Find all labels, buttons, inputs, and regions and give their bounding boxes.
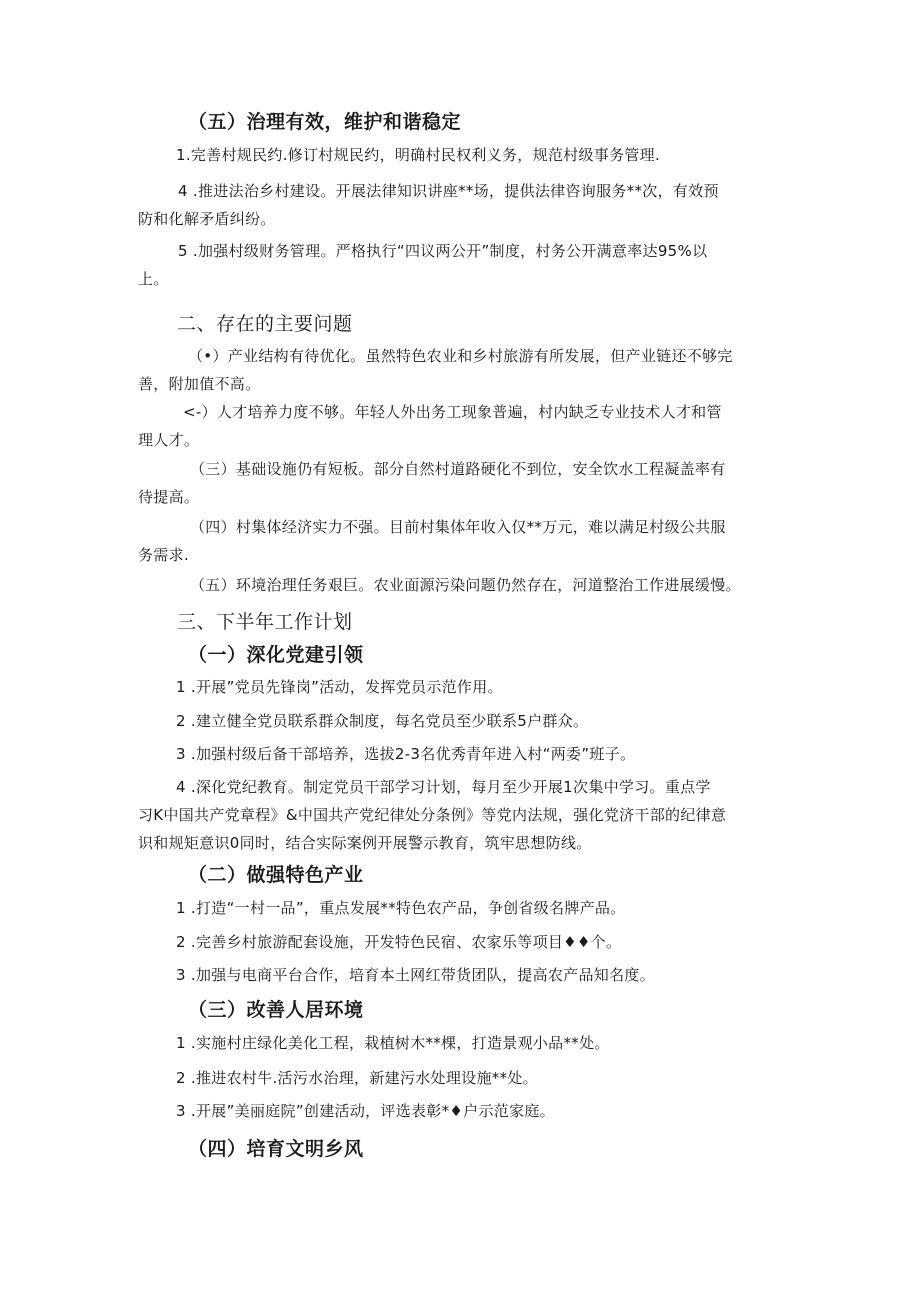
paragraph-line: 善，附加值不高。: [138, 375, 261, 393]
paragraph-party-discipline: [138, 773, 798, 857]
plan-item: 1 .打造“一村一品”，重点发展**特色农产品，争创省级名牌产品。: [176, 899, 626, 917]
plan-item: 1 .开展”党员先锋岗”活动，发挥党员示范作用。: [176, 678, 503, 696]
paragraph-line: 4 .深化党纪教育。制定党员干部学习计划，每月至少开展1次集中学习。重点学: [176, 778, 711, 796]
paragraph-line: 待提高。: [138, 488, 200, 506]
plan-item: 1 .实施村庄绿化美化工程，栽植树木**棵，打造景观小品**处。: [176, 1034, 610, 1052]
paragraph-line: （•）产业结构有待优化。虽然特色农业和乡村旅游有所发展，但产业链还不够完: [188, 347, 733, 365]
paragraph-line: 理人才。: [138, 431, 200, 449]
subsection-heading-living-environment: （三）改善人居环境: [188, 999, 364, 1021]
plan-item: 2 .完善乡村旅游配套设施，开发特色民宿、农家乐等项目♦♦个。: [176, 933, 622, 951]
paragraph-finance: [138, 237, 798, 293]
paragraph-line: <-）人才培养力度不够。年轻人外出务工现象普遍，村内缺乏专业技术人才和管: [183, 403, 722, 421]
section-heading-governance: （五）治理有效，维护和谐稳定: [188, 111, 462, 133]
paragraph-line: 识和规矩意识0同时，结合实际案例开展警示教育，筑牢思想防线。: [138, 834, 592, 852]
paragraph-line: （三）基础设施仍有短板。部分自然村道路硬化不到位，安全饮水工程凝盖率有: [190, 460, 726, 478]
paragraph-line: 务需求.: [138, 546, 189, 564]
section-heading-problems: 二、存在的主要问题: [177, 313, 353, 335]
paragraph-line: 5 .加强村级财务管理。严格执行“四议两公开”制度，村务公开满意率达95%以: [178, 242, 708, 260]
paragraph-problem-environment: （五）环境治理任务艰巨。农业面源污染问题仍然存在，河道整治工作进展缓慢。: [190, 576, 741, 594]
paragraph-problem-industry: [138, 342, 798, 398]
paragraph-line: 防和化解矛盾纠纷。: [138, 210, 276, 228]
plan-item: 2 .建立健全党员联系群众制度，每名党员至少联系5户群众。: [176, 712, 589, 730]
section-heading-plan: 三、下半年工作计划: [177, 611, 353, 633]
paragraph-line: 习K中国共产党章程》&中国共产党纪律处分条例》等党内法规，强化党济干部的纪律意: [138, 806, 727, 824]
subsection-heading-industry: （二）做强特色产业: [188, 864, 364, 886]
plan-item: 2 .推进农村牛.活污水治理，新建污水处理设施**处。: [176, 1069, 538, 1087]
subsection-heading-civilization: （四）培育文明乡风: [188, 1138, 364, 1160]
paragraph-line: （四）村集体经济实力不强。目前村集体年收入仅**万元，难以满足村级公共服: [190, 518, 726, 536]
plan-item: 3 .开展”美丽庭院”创建活动，评选表彰*♦户示范家庭。: [176, 1102, 555, 1120]
subsection-heading-party-building: （一）深化党建引领: [188, 644, 364, 666]
paragraph-problem-economy: [138, 513, 798, 569]
plan-item: 3 .加强与电商平台合作，培育本土网红带货团队，提高农产品知名度。: [176, 966, 655, 984]
paragraph-line: 4 .推进法治乡村建设。开展法律知识讲座**场，提供法律咨询服务**次，有效预: [178, 182, 719, 200]
paragraph-village-rules: 1.完善村规民约.修订村规民约，明确村民权利义务，规范村级事务管理.: [176, 146, 661, 164]
paragraph-problem-talent: [138, 398, 798, 454]
paragraph-rule-of-law: [138, 177, 798, 233]
paragraph-line: 上。: [138, 270, 169, 288]
paragraph-problem-infrastructure: [138, 455, 798, 511]
plan-item: 3 .加强村级后备干部培养，选拔2-3名优秀青年进入村“两委”班子。: [176, 745, 636, 763]
